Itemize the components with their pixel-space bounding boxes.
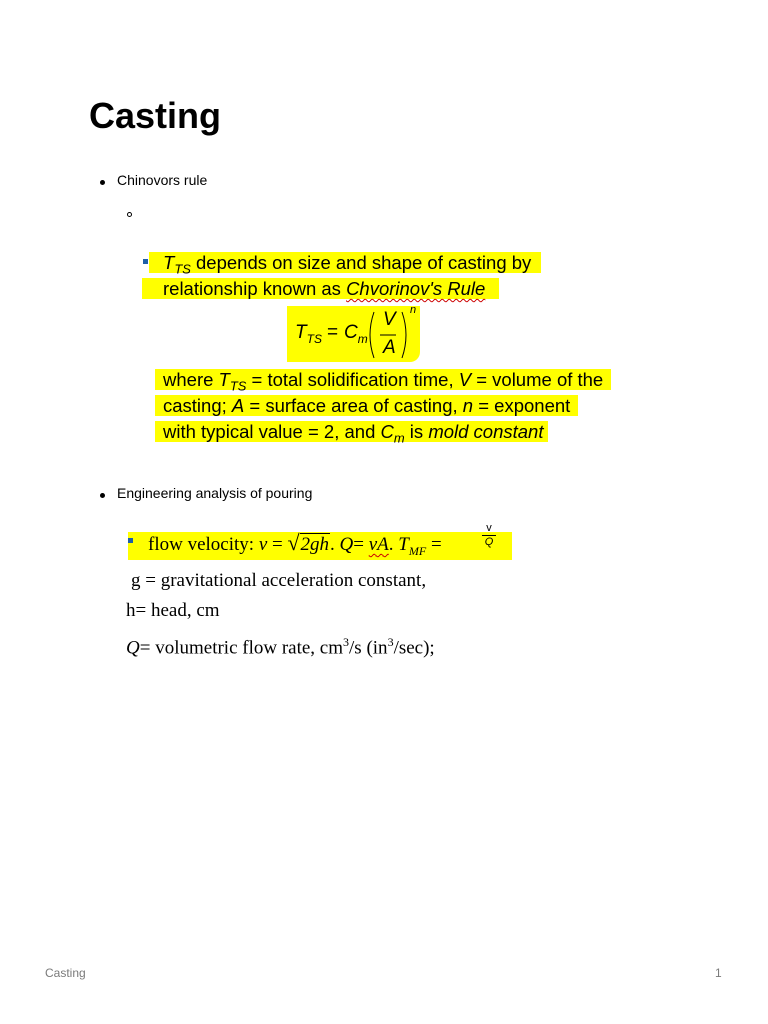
flow-equals: = xyxy=(267,534,288,555)
page-number: 1 xyxy=(715,966,722,980)
fraction-numerator: v xyxy=(482,522,496,536)
flow-va: vA xyxy=(368,534,389,555)
q-sup-2: 3 xyxy=(387,635,394,649)
flow-v: v xyxy=(258,534,268,555)
bullet-engineering: Engineering analysis of pouring xyxy=(117,485,313,501)
mold-constant-text: mold constant xyxy=(428,421,544,442)
line1-text: depends on size and shape of casting by xyxy=(190,252,532,273)
formula-denominator: A xyxy=(383,337,396,358)
footer-title: Casting xyxy=(45,966,86,980)
q-text-2: /s (in xyxy=(349,637,388,659)
t-symbol: T xyxy=(163,252,175,273)
formula-c: C xyxy=(344,322,358,343)
line2-text: relationship known as xyxy=(163,278,347,299)
bullet-dot xyxy=(100,180,105,185)
where-line-3 xyxy=(155,420,548,451)
flow-t-sub: MF xyxy=(408,543,427,558)
bullet-chinovors: Chinovors rule xyxy=(117,172,208,188)
typical-value-text: with typical value = 2, and xyxy=(163,421,381,442)
chvorinov-line-2 xyxy=(142,277,499,301)
formula-exponent: n xyxy=(410,304,417,316)
bullet-dot xyxy=(100,493,105,498)
where-t-sub: TS xyxy=(229,378,247,394)
q-definition xyxy=(126,630,435,660)
page-title: Casting xyxy=(89,95,222,136)
flow-equals-3: = xyxy=(426,534,442,555)
where-c-sub: m xyxy=(393,430,405,446)
formula-numerator: V xyxy=(383,309,396,330)
chvorinov-rule-text: Chvorinov's Rule xyxy=(346,278,486,299)
where-t: T xyxy=(218,369,230,390)
where-line-2 xyxy=(155,394,578,418)
t-subscript: TS xyxy=(174,261,191,277)
sqrt-argument: 2gh xyxy=(300,534,330,555)
formula-equals: = xyxy=(327,322,339,343)
formula-t: T xyxy=(295,322,307,343)
flow-label: flow velocity: xyxy=(148,534,259,555)
chvorinov-formula xyxy=(295,306,425,362)
surface-area-text: = surface area of casting, xyxy=(244,395,463,416)
where-total-text: = total solidification time, xyxy=(246,369,459,390)
flow-t: T xyxy=(398,534,409,555)
h-definition: h= head, cm xyxy=(126,600,220,621)
is-text: is xyxy=(404,421,429,442)
q-text: = volumetric flow rate, cm xyxy=(139,637,344,659)
flow-equals-2: = xyxy=(353,534,369,555)
flow-q: Q xyxy=(339,534,354,555)
sub-bullet-circle xyxy=(127,212,132,217)
formula-t-sub: TS xyxy=(306,331,322,346)
where-a: A xyxy=(231,395,245,416)
where-c: C xyxy=(380,421,394,442)
flow-velocity-line xyxy=(148,530,442,564)
q-symbol: Q xyxy=(126,637,140,659)
flow-period-2: . xyxy=(388,534,399,555)
exponent-text: = exponent xyxy=(473,395,571,416)
q-sup-1: 3 xyxy=(343,635,350,649)
where-n: n xyxy=(462,395,474,416)
square-bullet xyxy=(143,259,148,264)
casting-text: casting; xyxy=(163,395,232,416)
square-bullet xyxy=(128,538,133,543)
sqrt-symbol: √ xyxy=(287,530,300,555)
where-volume-text: = volume of the xyxy=(471,369,604,390)
where-v: V xyxy=(458,369,472,390)
flow-fraction xyxy=(482,522,496,549)
q-text-3: /sec); xyxy=(393,637,435,659)
flow-period: . xyxy=(330,534,340,555)
formula-c-sub: m xyxy=(357,331,368,346)
where-text: where xyxy=(163,369,219,390)
fraction-denominator: Q xyxy=(484,536,494,548)
g-definition: g = gravitational acceleration constant, xyxy=(131,570,427,591)
